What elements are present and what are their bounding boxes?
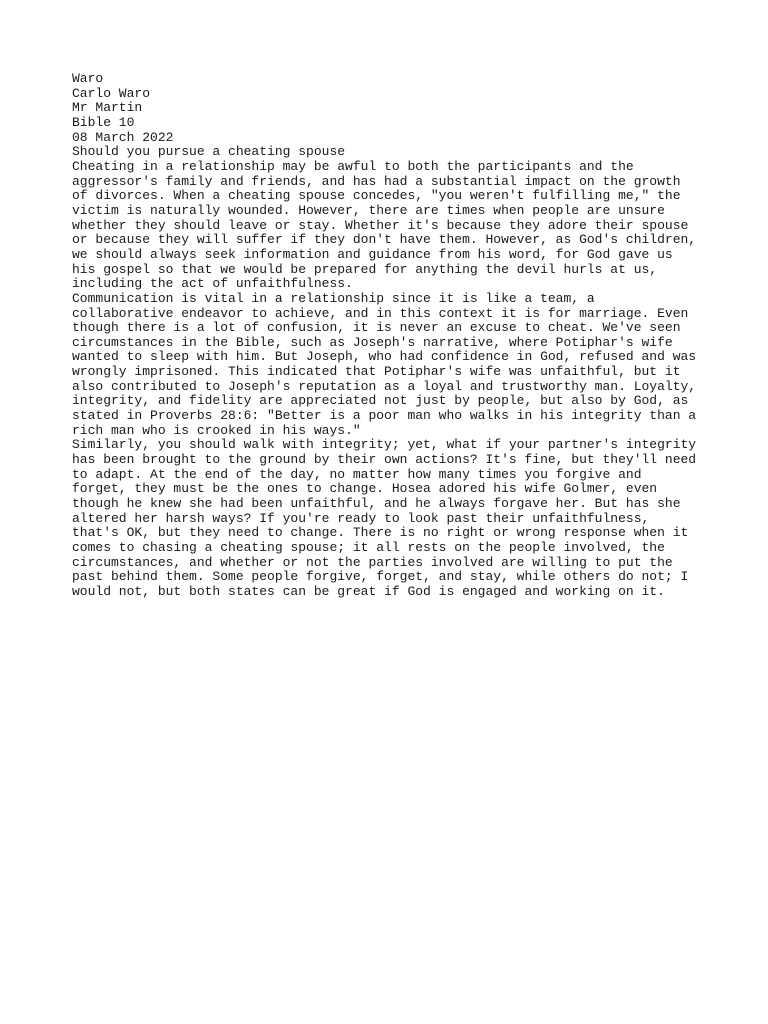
paragraph-3: Similarly, you should walk with integrity; yet, what if your partner's integrity has been brought to the ground by their own actions? It's fine, but they'll need to adapt. At the end of the day, no matter how many times you forgive and forget, they must be the ones to change. Hosea adored his wife Golmer, even though he knew she had been unfaithful, and he always forgave her. But has she altered her harsh ways? If you're ready to look past their unfaithfulness, that's OK, but they need to change. There is no right or wrong response when it comes to chasing a cheating spouse; it all rests on the people involved, the circumstances, and whether or not the parties involved are willing to put the past behind them. Some people forgive, forget, and stay, while others do not; I would not, but both states can be great if God is engaged and working on it. [72,437,704,599]
document-date: 08 March 2022 [72,129,174,145]
running-head: Waro [72,71,104,86]
document-page [72,72,702,600]
paragraph-2: Communication is vital in a relationship since it is like a team, a collaborative endeavor to achieve, and in this context it is for marriage. Even though there is a lot of confusion, it is never an excuse to cheat. We've seen circumstances in the Bible, such as Joseph's narrative, where Potiphar's wife wanted to sleep with him. But Joseph, who had confidence in God, refused and was wrongly imprisoned. This indicated that Potiphar's wife was unfaithful, but it also contributed to Joseph's reputation as a loyal and trustworthy man. Loyalty, integrity, and fidelity are appreciated not just by people, but also by God, as stated in Proverbs 28:6: "Better is a poor man who walks in his integrity than a rich man who is crooked in his ways." [72,290,704,438]
author-name: Carlo Waro [72,85,151,101]
paragraph-1: Cheating in a relationship may be awful to both the participants and the aggressor's family and friends, and has had a substantial impact on the growth of divorces. When a cheating spouse concedes, "you weren't fulfilling me," the victim is naturally wounded. However, there are times when people are unsure whether they should leave or stay. Whether it's because they adore their spouse or because they will suffer if they don't have them. However, as God's children, we should always seek information and guidance from his word, for God gave us his gospel so that we would be prepared for anything the devil hurls at us, including the act of unfaithfulness. [72,158,704,292]
course-name: Bible 10 [72,114,135,130]
instructor-name: Mr Martin [72,100,143,116]
document-title: Should you pursue a cheating spouse [72,144,346,160]
